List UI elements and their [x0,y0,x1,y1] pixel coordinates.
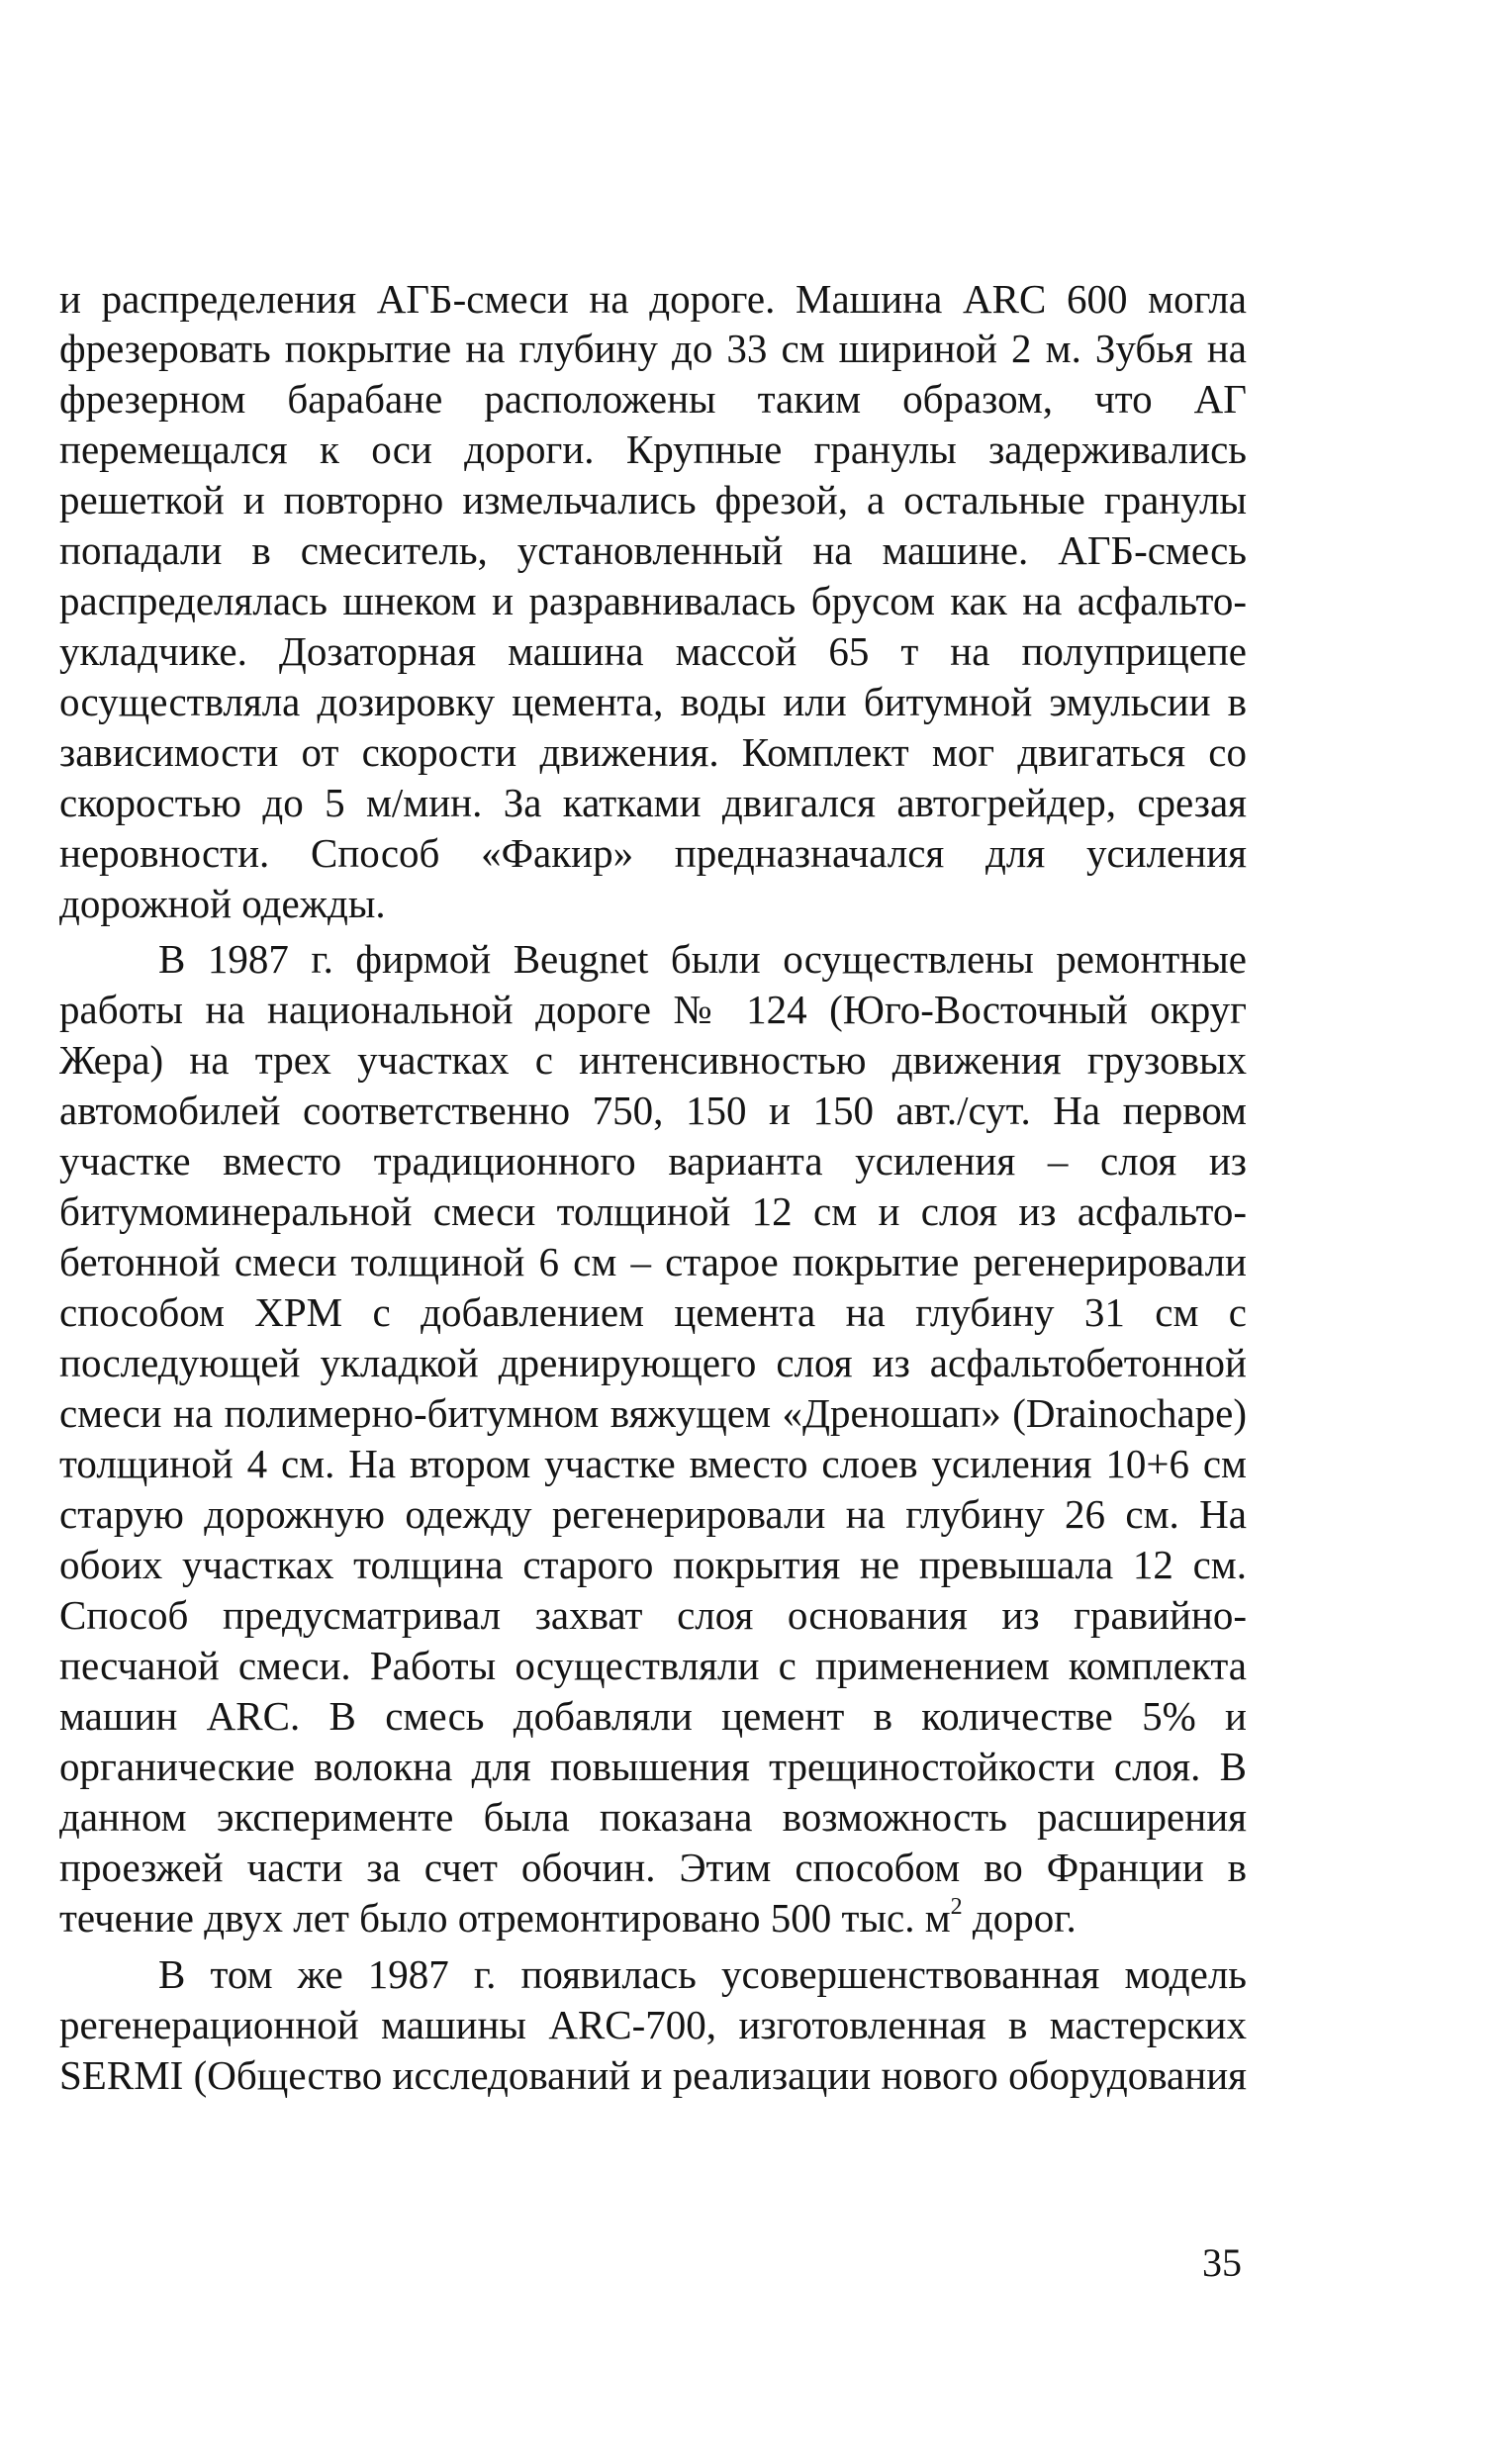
text-line: битумоминеральной смеси толщиной 12 см и слоя из асфальто- [59,1188,1247,1234]
text-line-part: дорог. [962,1895,1077,1941]
text-line: автомобилей соответственно 750, 150 и 150 авт./сут. На первом [59,1088,1247,1133]
text-line: машин ARC. В смесь добавляли цемент в количестве 5% и [59,1693,1247,1739]
text-line: дорожной одежды. [59,881,386,926]
text-line: старую дорожную одежду регенерировали на глубину 26 см. На [59,1491,1247,1537]
text-line: Способ предусматривал захват слоя основания из гравийно- [59,1592,1247,1638]
paragraph-first-line: В 1987 г. фирмой Beugnet были осуществлены ремонтные [158,936,1247,982]
text-line: скоростью до 5 м/мин. За катками двигался автогрейдер, срезая [59,780,1247,825]
page-number: 35 [1202,2240,1242,2285]
text-line: фрезеровать покрытие на глубину до 33 см шириной 2 м. Зубья на [59,326,1247,371]
text-line: неровности. Способ «Факир» предназначался для усиления [59,830,1247,876]
text-line: органические волокна для повышения трещиностойкости слоя. В [59,1744,1247,1789]
paragraph-first-line: В том же 1987 г. появилась усовершенствованная модель [158,1951,1247,1997]
text-line: смеси на полимерно-битумном вяжущем «Дреношап» (Drainochape) [59,1390,1247,1436]
text-line: способом ХРМ с добавлением цемента на глубину 31 см с [59,1289,1247,1335]
text-line: распределялась шнеком и разравнивалась брусом как на асфальто- [59,578,1247,623]
text-line: проезжей части за счет обочин. Этим способом во Франции в [59,1845,1247,1890]
text-line [59,1893,1247,1943]
text-line: укладчике. Дозаторная машина массой 65 т на полуприцепе [59,628,1247,674]
text-line: регенерационной машины ARC-700, изготовленная в мастерских [59,2002,1247,2047]
text-line: Жера) на трех участках с интенсивностью движения грузовых [59,1037,1247,1083]
superscript: 2 [950,1894,963,1920]
text-line: песчаной смеси. Работы осуществляли с применением комплекта [59,1643,1247,1688]
text-line: решеткой и повторно измельчались фрезой, а остальные гранулы [59,477,1247,522]
text-line: SERMI (Общество исследований и реализации нового оборудования [59,2052,1247,2098]
text-line: бетонной смеси толщиной 6 см – старое покрытие регенерировали [59,1239,1247,1284]
text-line: перемещался к оси дороги. Крупные гранулы задерживались [59,426,1247,472]
text-line-part: течение двух лет было отремонтировано 500 тыс. м [59,1895,951,1941]
text-line: данном эксперименте была показана возможность расширения [59,1794,1247,1840]
text-line: обоих участках толщина старого покрытия не превышала 12 см. [59,1542,1247,1587]
text-line: участке вместо традиционного варианта усиления – слоя из [59,1138,1247,1184]
text-line: фрезерном барабане расположены таким образом, что АГ [59,376,1247,422]
text-line: осуществляла дозировку цемента, воды или битумной эмульсии в [59,679,1247,724]
text-line: толщиной 4 см. На втором участке вместо слоев усиления 10+6 см [59,1441,1247,1486]
text-line: зависимости от скорости движения. Комплект мог двигаться со [59,729,1247,775]
text-line: и распределения АГБ-смеси на дороге. Машина ARC 600 могла [59,276,1247,322]
text-line: последующей укладкой дренирующего слоя из асфальтобетонной [59,1340,1247,1385]
text-line: попадали в смеситель, установленный на машине. АГБ-смесь [59,527,1247,573]
text-line: работы на национальной дороге № 124 (Юго-Восточный округ [59,987,1247,1032]
